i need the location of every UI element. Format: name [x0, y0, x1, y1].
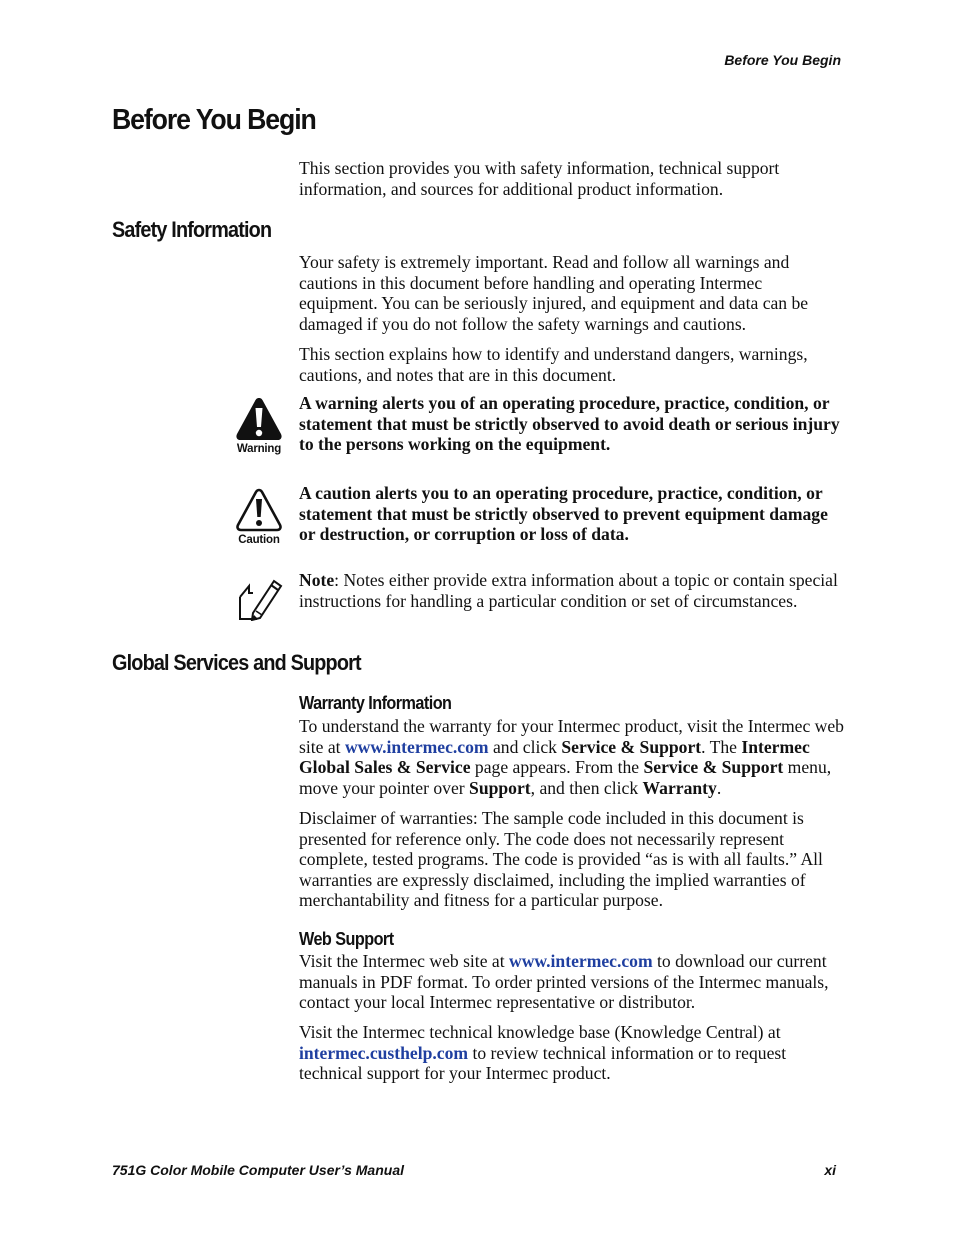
- caution-icon-block: [232, 487, 286, 546]
- custhelp-link[interactable]: intermec.custhelp.com: [299, 1042, 469, 1063]
- warranty-paragraph-2: Disclaimer of warranties: The sample code included in this document is presented for reference only. The code does not necessarily represent complete, tested programs. The code is provided “as is with all faults.” All warranties are expressly disclaimed, including the implied warranties of merchantability and fitness for a particular purpose.: [299, 808, 823, 910]
- running-header: Before You Begin: [724, 52, 841, 68]
- footer-page-number: xi: [824, 1162, 836, 1178]
- web-text-c: Visit the Intermec technical knowledge base (Knowledge Central) at: [299, 1022, 781, 1042]
- warning-text: A warning alerts you of an operating procedure, practice, condition, or statement that must be strictly observed to avoid death or serious injury to the persons working on the equipment.: [299, 393, 840, 454]
- caution-icon: [234, 487, 284, 533]
- warranty-term: Warranty: [642, 777, 717, 798]
- warranty-text-a: To understand the warranty for your Intermec product, visit the Intermec web site at: [299, 716, 844, 757]
- service-support-menu-term: Service & Support: [643, 757, 784, 777]
- footer-manual-title: 751G Color Mobile Computer User’s Manual: [112, 1162, 404, 1178]
- support-term: Support: [469, 777, 531, 798]
- safety-paragraph-1: Your safety is extremely important. Read and follow all warnings and cautions in this document before handling and operating Intermec equipment. You can be seriously injured, and equipment and data can be damaged if you do not follow the safety warnings and cautions.: [299, 252, 809, 334]
- warranty-paragraph-1: [299, 716, 844, 798]
- intermec-link[interactable]: www.intermec.com: [344, 736, 489, 757]
- warning-icon: [234, 396, 284, 442]
- note-icon-block: [232, 573, 286, 621]
- warranty-text-b: and click: [488, 736, 562, 757]
- note-text: [299, 570, 844, 611]
- warranty-text-e: menu, move your pointer over: [299, 757, 832, 798]
- page-title: Before You Begin: [112, 104, 316, 136]
- note-body: : Notes either provide extra information about a topic or contain special instructions for handling a particular condition or set of circumstances.: [299, 570, 838, 611]
- warranty-text-d: page appears. From the: [470, 757, 644, 777]
- web-support-paragraph-2: [299, 1022, 844, 1084]
- warranty-text-c: . The: [701, 736, 742, 757]
- warranty-text-f: , and then click: [530, 777, 643, 798]
- safety-heading: Safety Information: [112, 217, 272, 242]
- intermec-download-link[interactable]: www.intermec.com: [509, 951, 653, 971]
- service-support-term: Service & Support: [561, 736, 702, 757]
- note-label: Note: [299, 570, 335, 590]
- warning-icon-label: Warning: [236, 443, 282, 455]
- caution-text: A caution alerts you to an operating procedure, practice, condition, or statement that must be strictly observed to prevent equipment damage or destruction, or corruption or loss of data.: [299, 483, 828, 544]
- caution-icon-label: Caution: [238, 534, 280, 546]
- warranty-heading: Warranty Information: [299, 693, 452, 713]
- warranty-text-g: .: [716, 777, 722, 798]
- global-sales-term: Intermec Global Sales & Service: [299, 736, 810, 777]
- safety-paragraph-2: This section explains how to identify and understand dangers, warnings, cautions, and notes that are in this document.: [299, 344, 808, 385]
- warning-icon-block: [232, 396, 286, 455]
- web-support-paragraph-1: [299, 951, 844, 1013]
- web-text-b: to download our current manuals in PDF format. To order printed versions of the Intermec manuals, contact your local Intermec representative or distributor.: [299, 951, 829, 1012]
- web-text-a: Visit the Intermec web site at: [299, 951, 509, 971]
- intro-paragraph: This section provides you with safety information, technical support information, and sources for additional product information.: [299, 158, 780, 199]
- web-support-heading: Web Support: [299, 929, 394, 949]
- global-services-heading: Global Services and Support: [112, 650, 361, 675]
- web-text-d: to review technical information or to request technical support for your Intermec product.: [299, 1042, 787, 1083]
- note-pencil-icon: [234, 573, 284, 621]
